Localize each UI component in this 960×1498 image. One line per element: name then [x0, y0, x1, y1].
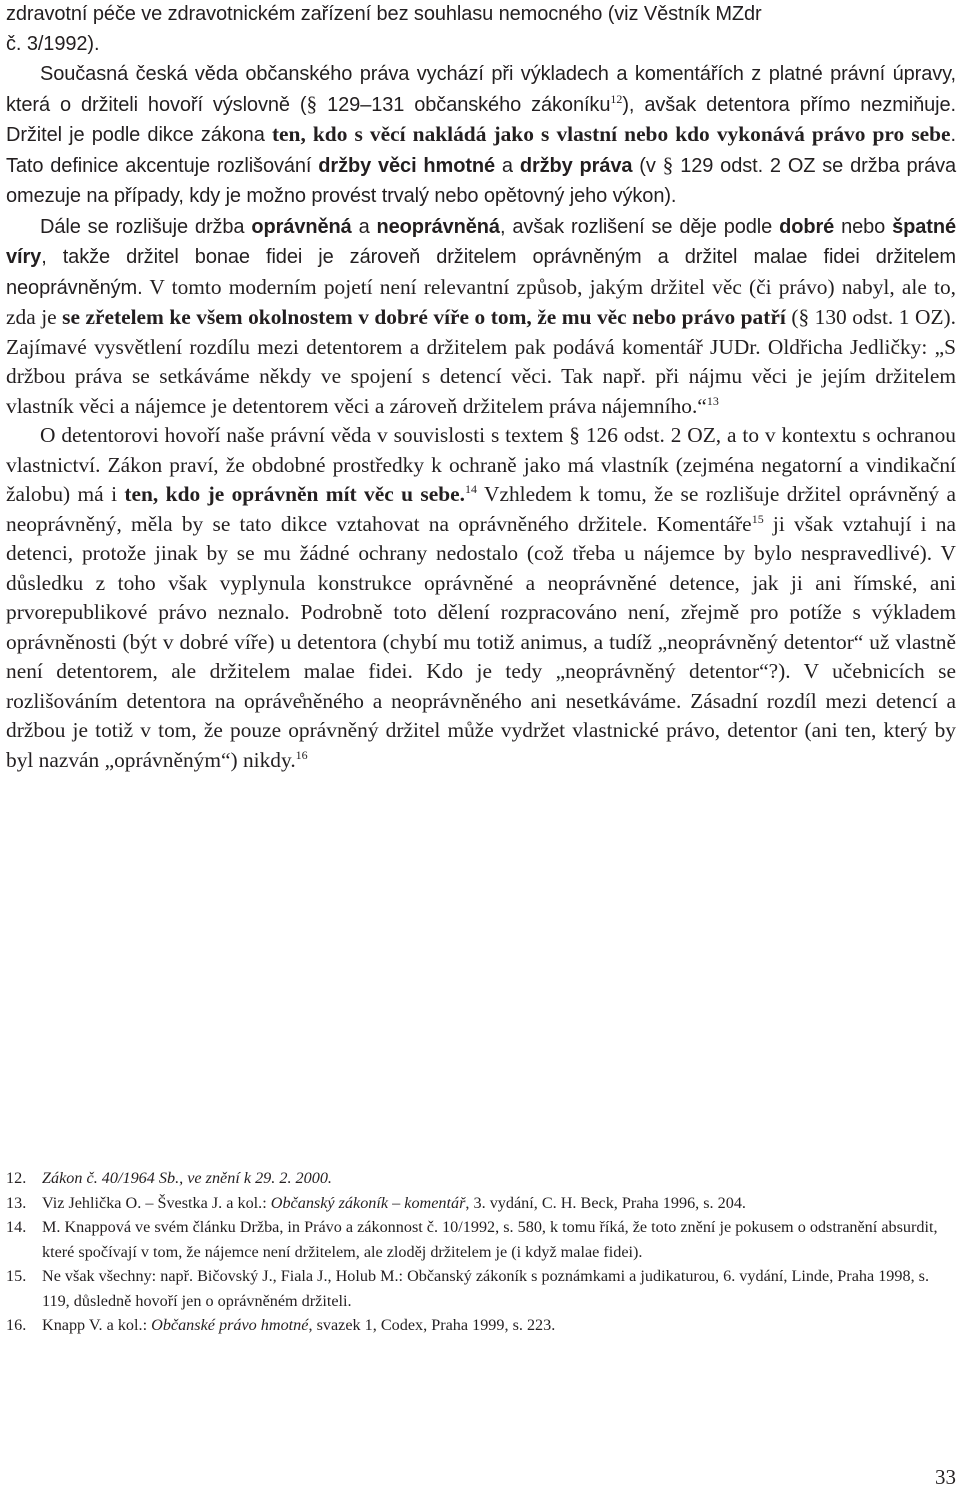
footnote-number: 15.	[6, 1267, 27, 1285]
section-sign: §	[569, 423, 580, 447]
p4-text-b: 126 odst. 2 OZ, a to v kontextu s ochranou vlastnictví. Zákon praví, že obdobné prostředky k ochraně jako má vlastník (zejména negatorní a vindikační žalobu) má i	[6, 423, 956, 506]
footnote-number: 12.	[6, 1169, 27, 1187]
p2-text-i: a	[495, 154, 520, 177]
footnote-text-part: Občanské právo hmotné	[151, 1316, 309, 1334]
p3-text-m: 130 odst. 1 OZ). Zajímavé vysvětlení rozdílu mezi detentorem a držitelem pak podává komentář JUDr. Oldřicha Jedličky: „S držbou práva se setkáváme někdy ve spojení s detencí věci. Tak např. při nájmu věci je jejím držitelem vlastník věci a nájemce je detentorem věci a zároveň držitelem práva nájemního.“	[6, 305, 956, 418]
footnote-number: 16.	[6, 1316, 27, 1334]
footnote-number: 13.	[6, 1193, 27, 1212]
footnote-text	[42, 1264, 956, 1313]
p2-text-l: 129 odst. 2 OZ se držba práva omezuje na případy, kdy je možno provést trvalý nebo opětovný jeho výkon).	[6, 154, 957, 207]
p3-bold-dobre: dobré	[779, 215, 835, 238]
p2-text-d: Držitel je podle dikce zákona	[6, 124, 272, 146]
p2-bold-definition: ten, kdo s věcí nakládá jako s vlastní nebo kdo vykonává právo pro sebe	[271, 122, 951, 146]
p3-text-l: (	[785, 305, 799, 329]
p2-text-a: Současná česká věda občanského práva vychází při výkladech a komentářích z platné právní úpravy, která o držiteli hovoří výslovně (	[6, 63, 956, 116]
p3-bold-neopravnena: neoprávněná	[376, 215, 500, 238]
footnote-number: 14.	[6, 1218, 27, 1236]
footnote-item	[6, 1215, 956, 1264]
footnote-text-part: Knapp V. a kol.:	[42, 1316, 152, 1334]
p3-bold-okolnosti: se zřetelem ke všem okolnostem v dobré víře o tom, že mu věc nebo právo patří	[62, 305, 786, 329]
section-sign: §	[306, 91, 318, 116]
p4-text-a: O detentorovi hovoří naše právní věda v souvislosti s textem	[40, 423, 570, 447]
p3-text-g: nebo	[834, 215, 893, 238]
footnotes	[6, 1166, 956, 1338]
p2-bold-drzba-prava: držby práva	[519, 154, 633, 177]
p3-text-a: Dále se rozlišuje držba	[40, 215, 252, 238]
footnote-ref-14: 14	[464, 482, 477, 496]
p3-bold-opravnena: oprávněná	[251, 215, 352, 238]
footnote-item	[6, 1191, 956, 1216]
p3-bold-spatne-viry: špatné víry	[6, 215, 956, 268]
paragraph-1	[6, 0, 956, 59]
p4-text-e: ji však vztahují i na detenci, protože jinak by se mu žádné ochrany nedostalo (což třeba u nájemce by bylo nespravedlivé). V důsledku z toho však vyplynula konstrukce oprávněné a neoprávněné detence, jak ji ani římské, ani prvorepublikové právo neznalo. Podrobně toto dělení rozpracováno není, zřejmě pro potíže s výkladem oprávněnosti (být v dobré víře) u detentora (chybí mu totiž animus, a tudíž „neoprávněný detentor“ už vlastně není detentorem, ale držitelem malae fidei. Kdo je tedy „neoprávněný detentor“?). V učebnicích se rozlišováním detentora na opráve̊něného a neoprávněného ani nesetkáváme. Zásadní rozdíl mezi detencí a držbou je totiž v tom, že pouze oprávněný držitel může vydržet vlastnické právo, detentor (ani ten, který by byl nazván „oprávněným“) nikdy.	[6, 511, 956, 772]
footnote-text-part: Občanský zákoník – komentář	[270, 1193, 466, 1212]
p2-text-c: ), avšak detentora přímo nezmiňuje.	[622, 93, 956, 116]
footnote-text-part: , 3. vydání, C. H. Beck, Praha 1996, s. 204.	[465, 1193, 746, 1212]
section-sign: §	[798, 305, 810, 329]
footnote-item	[6, 1166, 956, 1191]
paragraph-2	[6, 59, 956, 212]
footnote-text	[42, 1215, 956, 1264]
p2-text-b: 129–131 občanského zákoníku	[317, 93, 611, 116]
footnote-text	[42, 1313, 956, 1338]
p3-text-e: , avšak rozlišení se děje podle	[499, 215, 780, 238]
section-sign: §	[662, 152, 674, 177]
paragraph-3	[6, 212, 956, 422]
footnote-text-part: , svazek 1, Codex, Praha 1999, s. 223.	[308, 1316, 556, 1334]
footnote-ref-12: 12	[610, 91, 623, 106]
page-body	[6, 0, 956, 775]
footnote-text-part: Viz Jehlička O. – Švestka J. a kol.:	[42, 1193, 271, 1212]
footnote-text-part: Ne však všechny: např. Bičovský J., Fiala J., Holub M.: Občanský zákoník s poznámkami a judikaturou, 6. vydání, Linde, Praha 1998, s. 119, důsledně hovoří jen o oprávněném držiteli.	[42, 1267, 930, 1310]
footnote-text-part: M. Knappová ve svém článku Držba, in Právo a zákonnost č. 10/1992, s. 580, k tomu říká, že toto znění je pokusem o odstranění absurdit, které spočívají v tom, že nájemce není držitelem, ale zloděj držitelem je (i když malae fidei).	[42, 1218, 938, 1261]
p1-line1: zdravotní péče ve zdravotnickém zařízení bez souhlasu nemocného (viz Věstník MZdr	[6, 3, 762, 25]
footnote-item	[6, 1313, 956, 1338]
p3-text-i: , takže držitel bonae fidei je zároveň držitelem oprávněným a držitel malae fidei držitelem neoprávněným.	[6, 246, 956, 299]
p3-text-j: V tomto moderním pojetí není relevantní způsob, jakým držitel věc (či právo) nabyl, ale to, zda je	[6, 274, 956, 329]
footnote-text	[42, 1191, 956, 1216]
p2-text-k: (v	[632, 154, 663, 177]
footnote-item	[6, 1264, 956, 1313]
paragraph-4	[6, 421, 956, 775]
footnote-ref-13: 13	[706, 393, 719, 408]
page-number: 33	[935, 1465, 956, 1489]
p2-text-g: Tato definice akcentuje rozlišování	[6, 154, 319, 177]
p3-text-c: a	[351, 215, 377, 238]
p2-bold-drzba-veci: držby věci hmotné	[318, 154, 496, 177]
p2-text-f: .	[950, 124, 956, 146]
p1-line2: č. 3/1992).	[6, 32, 100, 55]
footnote-text	[42, 1166, 956, 1191]
footnote-text-part: Zákon č. 40/1964 Sb., ve znění k 29. 2. 2000.	[42, 1169, 332, 1187]
footnote-ref-16: 16	[295, 747, 308, 762]
p4-text-d: Vzhledem k tomu, že se rozlišuje držitel oprávněný a neoprávněný, měla by se tato dikce vztahovat na oprávněného držitele. Komentáře	[6, 482, 956, 536]
footnote-ref-15: 15	[751, 511, 764, 526]
p4-bold-opravnen: ten, kdo je oprávněn mít věc u sebe.	[124, 482, 465, 506]
